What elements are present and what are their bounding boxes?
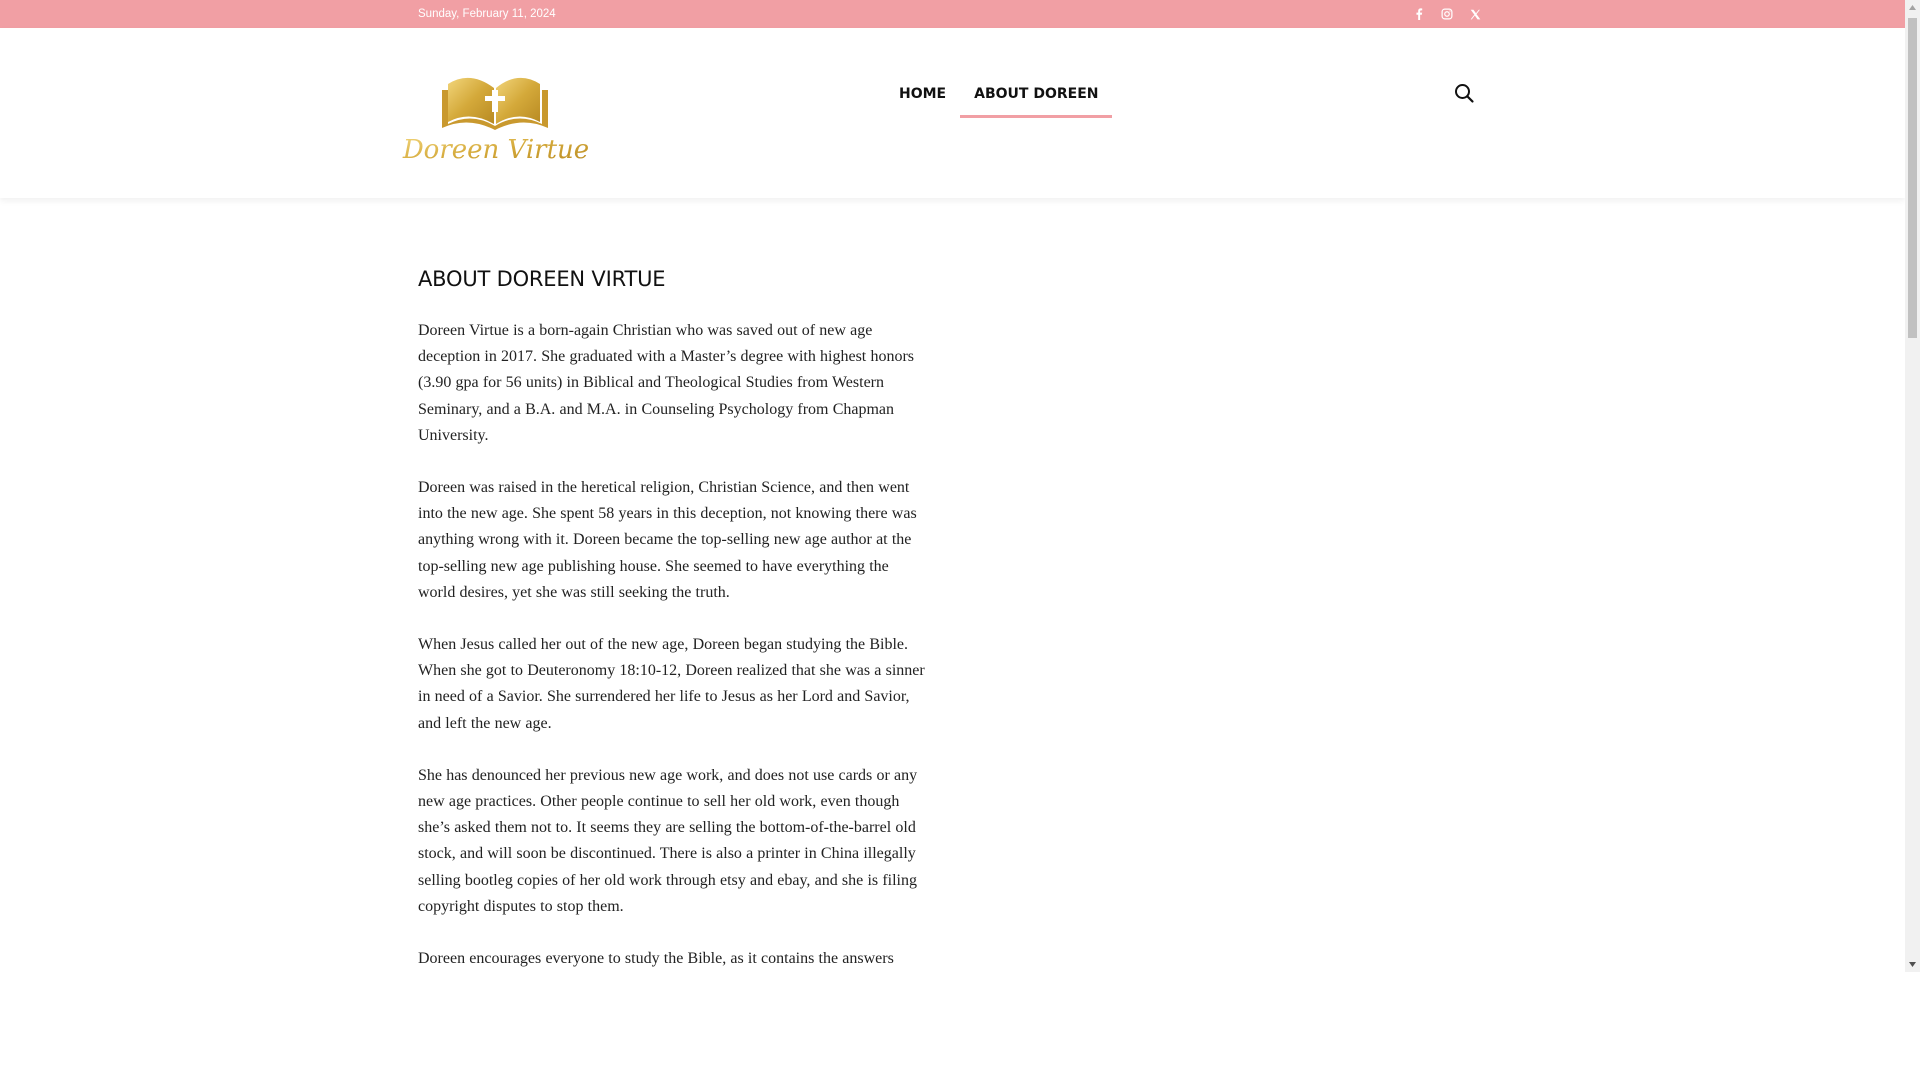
page-title: ABOUT DOREEN VIRTUE: [418, 267, 666, 291]
site-header: [0, 28, 1905, 198]
search-icon[interactable]: [1451, 80, 1477, 106]
paragraph-5: Doreen encourages everyone to study the Bible, as it contains the answers: [418, 950, 894, 968]
main-nav: [885, 80, 1112, 118]
social-links: [1410, 5, 1484, 23]
paragraph-1: Doreen Virtue is a born-again Christian who was saved out of new age deception in 2017. She graduated with a Master’s degree with highest honors (3.90 gpa for 56 units) in Biblical and Theological Studies from Western Seminary, and a B.A. and M.A. in Counseling Psychology from Chapman University.: [418, 322, 915, 444]
nav-about-doreen[interactable]: ABOUT DOREEN: [960, 80, 1112, 118]
instagram-icon[interactable]: [1438, 5, 1456, 23]
paragraph-2: Doreen was raised in the heretical religion, Christian Science, and then went into the new age. She spent 58 years in this deception, not knowing there was anything wrong with it. Doreen became the top-selling new age author at the top-selling new age publishing house. She seemed to have everything the world desires, yet she was still seeking the truth.: [418, 479, 917, 601]
page-scrollbar[interactable]: [1905, 0, 1920, 972]
current-date: Sunday, February 11, 2024: [418, 8, 556, 20]
paragraph-3: When Jesus called her out of the new age, Doreen began studying the Bible. When she got to Deuteronomy 18:10-12, Doreen realized that she was a sinner in need of a Savior. She surrendered her life to Jesus as her Lord and Savior, and left the new age.: [418, 636, 925, 732]
x-twitter-icon[interactable]: [1466, 5, 1484, 23]
scroll-down-arrow-icon[interactable]: [1905, 957, 1920, 972]
top-bar: [0, 0, 1905, 28]
article-content: [418, 262, 928, 998]
paragraph-4: She has denounced her previous new age work, and does not use cards or any new age practices. Other people continue to sell her old work, even though she’s asked them not to. It seems they are selling the bottom-of-the-barrel old stock, and will soon be discontinued. There is also a printer in China illegally selling bootleg copies of her old work through etsy and ebay, and she is filing copyright disputes to stop them.: [418, 766, 918, 915]
svg-text:Doreen Virtue: Doreen Virtue: [402, 135, 590, 165]
facebook-icon[interactable]: [1410, 5, 1428, 23]
scrollbar-thumb[interactable]: [1908, 18, 1917, 338]
site-logo[interactable]: [402, 66, 590, 166]
nav-home[interactable]: HOME: [899, 86, 947, 102]
scroll-up-arrow-icon[interactable]: [1905, 0, 1920, 15]
